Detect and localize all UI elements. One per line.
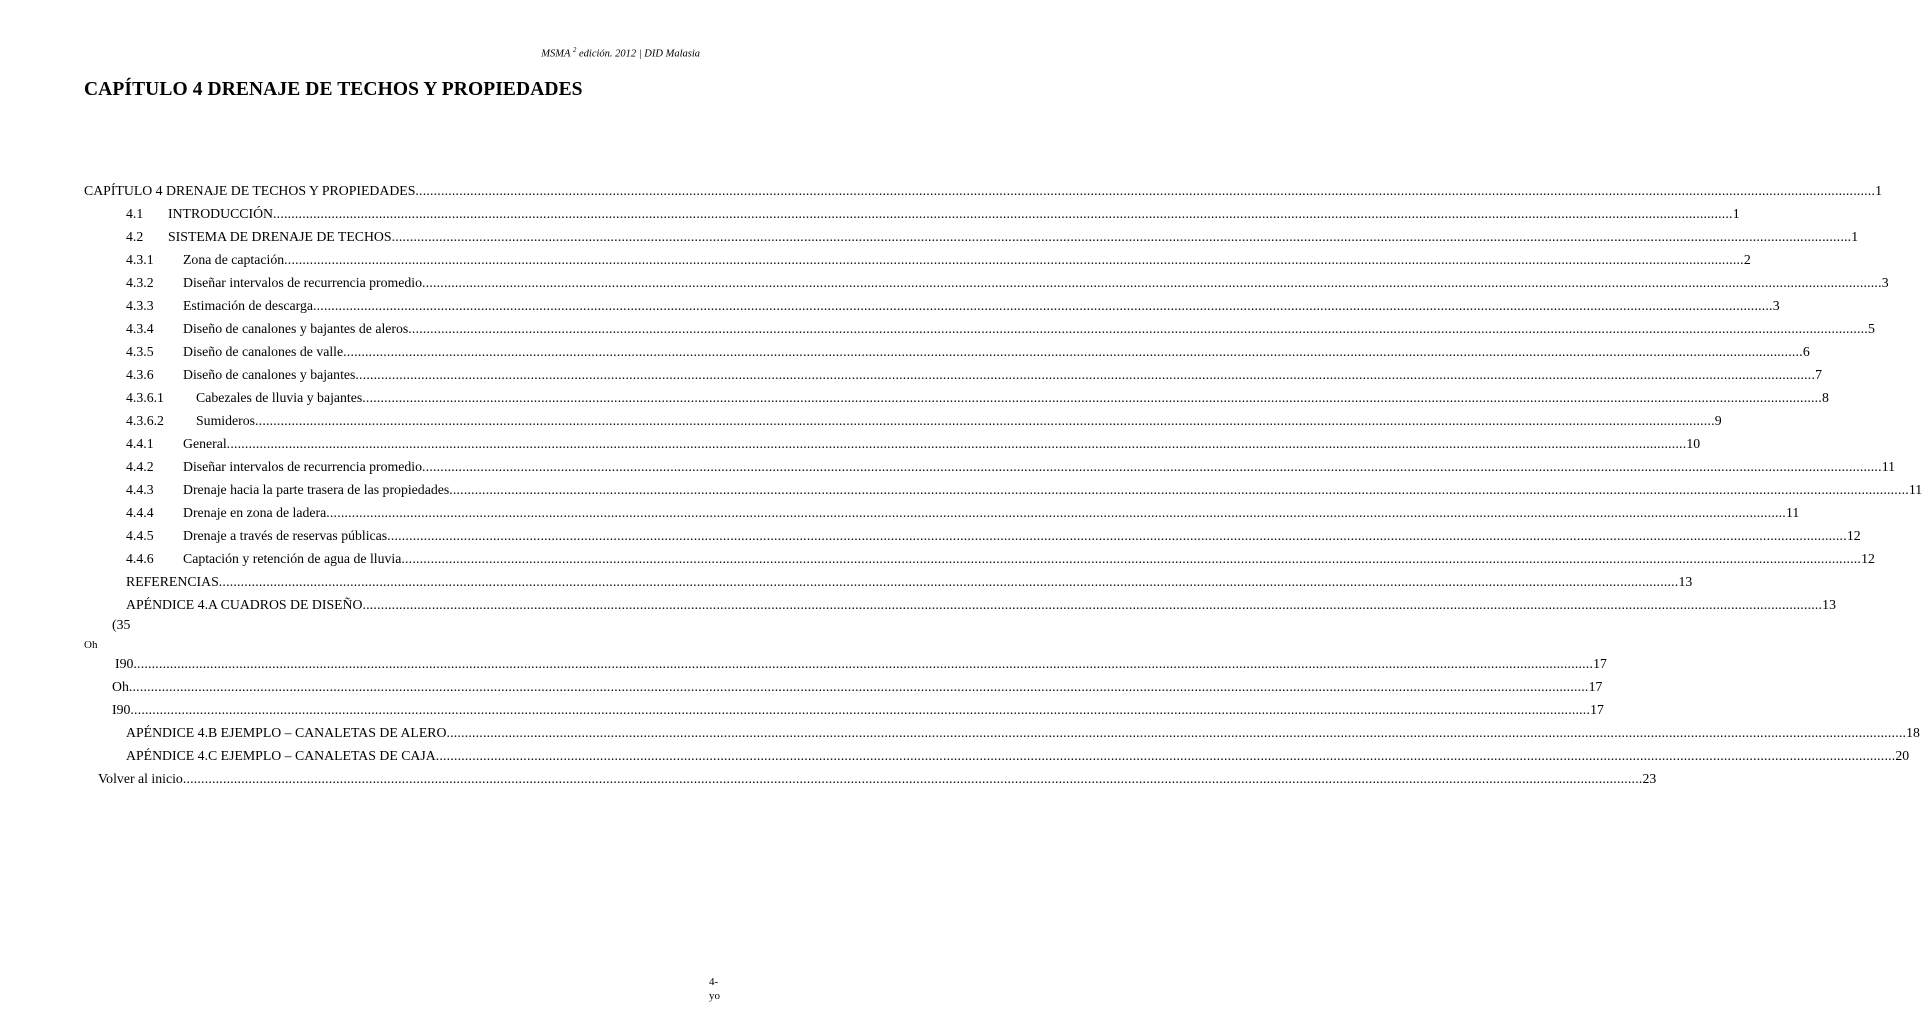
toc-entry-page: 10 [1686, 436, 1701, 451]
toc-entry[interactable] [126, 204, 1740, 224]
toc-entry-title: Zona de captación [183, 252, 285, 267]
toc-entry-page: 11 [1908, 482, 1922, 497]
toc-entry-page: 2 [1743, 252, 1751, 267]
toc-entry[interactable] [126, 411, 1722, 431]
toc-entry-title: Drenaje a través de reservas públicas [183, 528, 388, 543]
toc-entry-number: 4.4.3 [126, 482, 154, 497]
toc-entry-title: CAPÍTULO 4 DRENAJE DE TECHOS Y PROPIEDADES [84, 183, 416, 198]
toc-entry-page: 3 [1881, 275, 1889, 290]
toc-entry[interactable] [126, 503, 1800, 523]
toc-entry-number: 4.4.2 [126, 459, 154, 474]
toc-entry-title: Estimación de descarga [183, 298, 313, 313]
toc-entry-title: I90 [112, 702, 131, 717]
toc-entry-page: 17 [1590, 702, 1604, 717]
toc-entry[interactable] [126, 746, 1910, 766]
toc-entry[interactable] [126, 250, 1751, 270]
toc-entry-page: 1 [1851, 229, 1859, 244]
page-number-sub: yo [709, 990, 720, 1002]
toc-entry-title: Diseño de canalones y bajantes de aleros [183, 321, 409, 336]
toc-entry[interactable] [126, 388, 1829, 408]
toc-entry-page: 3 [1772, 298, 1780, 313]
toc-entry-page: 11 [1785, 505, 1800, 520]
toc-entry[interactable] [126, 273, 1889, 293]
toc-entry-title: Drenaje en zona de ladera [183, 505, 327, 520]
toc-dot-leader: ................................................................................................................................................................................................................................................................................................................................................................................................................ [130, 702, 1591, 717]
toc-entry-number: 4.3.6.1 [126, 390, 164, 405]
toc-entry[interactable] [84, 181, 1882, 201]
toc-entry-page: 17 [1588, 679, 1603, 694]
toc-entry-page: 8 [1821, 390, 1829, 405]
toc-entry-title: Diseño de canalones de valle [183, 344, 344, 359]
toc-entry[interactable] [98, 769, 1657, 789]
toc-entry-title: Volver al inicio [98, 771, 183, 786]
toc-entry-title: Diseñar intervalos de recurrencia promedio [183, 275, 423, 290]
toc-entry[interactable] [126, 227, 1859, 247]
toc-entry-page: 1 [1732, 206, 1740, 221]
stray-text-paren: (35 [112, 617, 131, 632]
edition-superscript: 2 [572, 46, 577, 54]
toc-entry[interactable] [126, 434, 1701, 454]
toc-entry-title: APÉNDICE 4.A CUADROS DE DISEÑO [126, 597, 363, 612]
toc-entry[interactable] [126, 549, 1875, 569]
toc-entry-title: Sumideros [196, 413, 256, 428]
toc-entry-title: Cabezales de lluvia y bajantes [196, 390, 363, 405]
toc-entry-page: 7 [1815, 367, 1822, 382]
toc-dot-leader: ................................................................................................................................................................................................................................................................................................................................................................................................................ [355, 367, 1816, 382]
toc-entry-number: 4.3.3 [126, 298, 154, 313]
toc-dot-leader: ................................................................................................................................................................................................................................................................................................................................................................................................................ [128, 679, 1589, 694]
toc-dot-leader: ................................................................................................................................................................................................................................................................................................................................................................................................................ [446, 725, 1907, 740]
toc-entry-number: 4.4.4 [126, 505, 154, 520]
chapter-title: CAPÍTULO 4 DRENAJE DE TECHOS Y PROPIEDADES [84, 79, 583, 100]
toc-entry-page: 13 [1822, 597, 1836, 612]
toc-dot-leader: ................................................................................................................................................................................................................................................................................................................................................................................................................ [313, 298, 1773, 313]
toc-entry-page: 23 [1642, 771, 1657, 786]
toc-dot-leader: ................................................................................................................................................................................................................................................................................................................................................................................................................ [408, 321, 1868, 336]
toc-dot-leader: ................................................................................................................................................................................................................................................................................................................................................................................................................ [273, 206, 1733, 221]
toc-entry-page: 12 [1861, 551, 1875, 566]
toc-entry-title: REFERENCIAS [126, 574, 219, 589]
toc-entry[interactable] [126, 457, 1896, 477]
toc-entry[interactable] [126, 526, 1861, 546]
toc-entry-number: 4.3.4 [126, 321, 154, 336]
toc-entry-page: 6 [1802, 344, 1810, 359]
toc-entry-title: Captación y retención de agua de lluvia [183, 551, 402, 566]
toc-dot-leader: ................................................................................................................................................................................................................................................................................................................................................................................................................ [226, 436, 1687, 451]
toc-dot-leader: ................................................................................................................................................................................................................................................................................................................................................................................................................ [422, 275, 1882, 290]
toc-entry-number: 4.1 [126, 206, 144, 221]
page-footer [709, 975, 720, 1003]
toc-dot-leader: ................................................................................................................................................................................................................................................................................................................................................................................................................ [284, 252, 1744, 267]
toc-entry[interactable] [126, 595, 1836, 615]
toc-dot-leader: ................................................................................................................................................................................................................................................................................................................................................................................................................ [343, 344, 1803, 359]
toc-entry-page: 12 [1846, 528, 1861, 543]
toc-entry-page: 18 [1906, 725, 1920, 740]
toc-entry-number: 4.4.6 [126, 551, 154, 566]
toc-entry-number: 4.3.6.2 [126, 413, 164, 428]
toc-entry-number: 4.4.5 [126, 528, 154, 543]
toc-entry[interactable] [126, 342, 1810, 362]
toc-entry-number: 4.3.1 [126, 252, 154, 267]
toc-dot-leader: ................................................................................................................................................................................................................................................................................................................................................................................................................ [391, 229, 1852, 244]
toc-dot-leader: ................................................................................................................................................................................................................................................................................................................................................................................................................ [326, 505, 1786, 520]
toc-entry-page: 5 [1867, 321, 1875, 336]
toc-dot-leader: ................................................................................................................................................................................................................................................................................................................................................................................................................ [362, 597, 1823, 612]
toc-entry-title: INTRODUCCIÓN [168, 206, 274, 221]
page-number: 4- [709, 976, 719, 988]
toc-entry[interactable] [126, 319, 1875, 339]
toc-entry-title: APÉNDICE 4.C EJEMPLO – CANALETAS DE CAJA [126, 748, 436, 763]
toc-entry-page: 17 [1593, 656, 1607, 671]
toc-entry[interactable] [126, 365, 1822, 385]
toc-entry-page: 1 [1875, 183, 1882, 198]
toc-dot-leader: ................................................................................................................................................................................................................................................................................................................................................................................................................ [255, 413, 1715, 428]
toc-entry-page: 11 [1881, 459, 1896, 474]
toc-entry[interactable] [112, 677, 1603, 697]
header-text-end: edición. 2012 | DID Malasia [576, 48, 700, 60]
toc-entry[interactable] [126, 296, 1780, 316]
toc-entry-number: 4.3.2 [126, 275, 154, 290]
toc-entry-number: 4.3.5 [126, 344, 154, 359]
toc-entry-title: I90 [115, 656, 134, 671]
toc-entry[interactable] [126, 572, 1693, 592]
toc-entry-title: Diseño de canalones y bajantes [183, 367, 356, 382]
toc-dot-leader: ................................................................................................................................................................................................................................................................................................................................................................................................................ [401, 551, 1862, 566]
toc-entry-page: 20 [1895, 748, 1910, 763]
toc-dot-leader: ................................................................................................................................................................................................................................................................................................................................................................................................................ [362, 390, 1822, 405]
toc-entry-number: 4.4.1 [126, 436, 154, 451]
toc-entry-title: Diseñar intervalos de recurrencia promedio [183, 459, 423, 474]
toc-dot-leader: ................................................................................................................................................................................................................................................................................................................................................................................................................ [415, 183, 1876, 198]
toc-dot-leader: ................................................................................................................................................................................................................................................................................................................................................................................................................ [435, 748, 1896, 763]
toc-entry-title: APÉNDICE 4.B EJEMPLO – CANALETAS DE ALERO [126, 725, 447, 740]
toc-entry[interactable] [126, 480, 1922, 500]
toc-entry[interactable] [112, 700, 1604, 720]
toc-entry[interactable] [115, 654, 1607, 674]
toc-entry-title: Oh [112, 679, 129, 694]
toc-dot-leader: ................................................................................................................................................................................................................................................................................................................................................................................................................ [133, 656, 1594, 671]
toc-dot-leader: ................................................................................................................................................................................................................................................................................................................................................................................................................ [182, 771, 1643, 786]
toc-entry-title: General [183, 436, 227, 451]
running-header [541, 46, 700, 60]
toc-dot-leader: ................................................................................................................................................................................................................................................................................................................................................................................................................ [422, 459, 1882, 474]
toc-entry-number: 4.3.6 [126, 367, 154, 382]
toc-entry-number: 4.2 [126, 229, 144, 244]
toc-dot-leader: ................................................................................................................................................................................................................................................................................................................................................................................................................ [387, 528, 1847, 543]
toc-dot-leader: ................................................................................................................................................................................................................................................................................................................................................................................................................ [218, 574, 1679, 589]
toc-entry-title: Drenaje hacia la parte trasera de las propiedades [183, 482, 450, 497]
toc-entry-title: SISTEMA DE DRENAJE DE TECHOS [168, 229, 392, 244]
header-text-start: MSMA [541, 48, 573, 60]
toc-dot-leader: ................................................................................................................................................................................................................................................................................................................................................................................................................ [449, 482, 1909, 497]
toc-entry-page: 13 [1678, 574, 1693, 589]
toc-entry-page: 9 [1714, 413, 1722, 428]
toc-entry[interactable] [126, 723, 1920, 743]
stray-text-oh: Oh [84, 639, 98, 651]
